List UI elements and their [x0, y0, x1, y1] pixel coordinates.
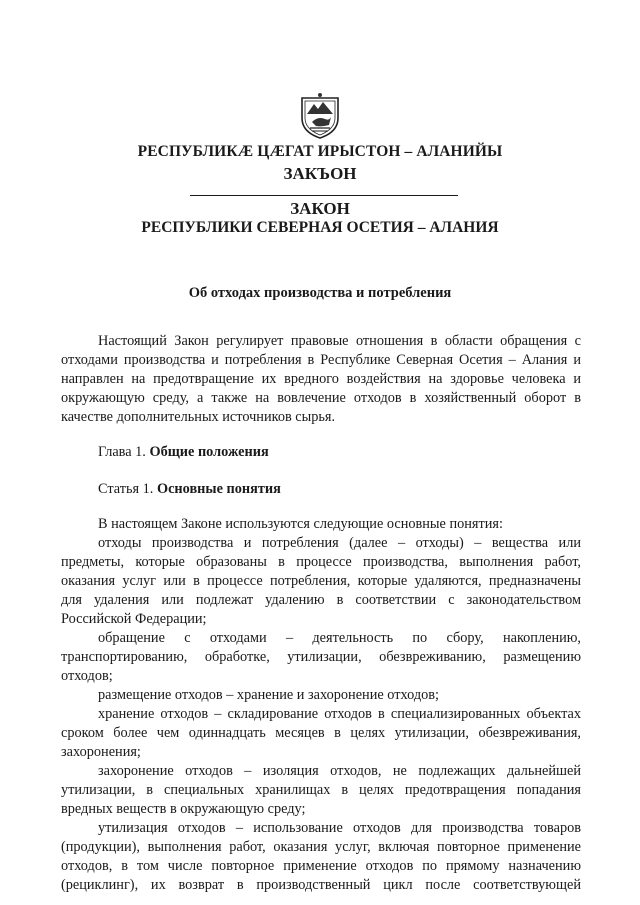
article-prefix: Статья 1.: [98, 481, 154, 497]
body-line: (продукции), выполнения работ, оказания услуг, включая повторное применение: [61, 839, 581, 855]
body-line: Российской Федерации;: [61, 611, 207, 627]
preamble-line: отходами производства и потребления в Республике Северная Осетия – Алания и: [61, 352, 581, 368]
preamble-line: качестве дополнительных источников сырья.: [61, 409, 336, 425]
article-heading: [98, 480, 281, 499]
header-divider: [190, 195, 458, 196]
preamble-line: окружающую среду, а также на вовлечение отходов в хозяйственный оборот в: [61, 390, 581, 406]
chapter-heading: [98, 443, 269, 462]
body-line: отходов;: [61, 668, 113, 684]
document-title: Об отходах производства и потребления: [188, 285, 452, 301]
body-line: обращение с отходами – деятельность по сбору, накоплению,: [98, 630, 581, 646]
body-line: отходы производства и потребления (далее – отходы) – вещества или: [98, 535, 581, 551]
body-line: захоронение отходов – изоляция отходов, не подлежащих дальнейшей: [98, 763, 581, 779]
body-line: сроком более чем одиннадцать месяцев в целях утилизации, обезвреживания,: [61, 725, 581, 741]
body-line: для удаления или подлежат удалению в соответствии с законодательством: [61, 592, 581, 608]
chapter-name: Общие положения: [149, 444, 269, 460]
chapter-prefix: Глава 1.: [98, 444, 146, 460]
body-line: предметы, которые образованы в процессе производства, выполнения работ,: [61, 554, 581, 570]
body-line: оказания услуг или в процессе потребления, которые удаляются, предназначены: [61, 573, 581, 589]
preamble-line: Настоящий Закон регулирует правовые отношения в области обращения с: [98, 333, 581, 349]
body-line: отходов, в том числе повторное применение отходов по прямому назначению: [61, 858, 581, 874]
body-line: (рециклинг), их возврат в производственный цикл после соответствующей: [61, 877, 581, 893]
body-line: транспортированию, обработке, утилизации, обезвреживанию, размещению: [61, 649, 581, 665]
republic-heading: РЕСПУБЛИКИ СЕВЕРНАЯ ОСЕТИЯ – АЛАНИЯ: [141, 219, 499, 236]
law-heading: ЗАКОН: [290, 199, 350, 218]
body-line: утилизация отходов – использование отходов для производства товаров: [98, 820, 581, 836]
ossetian-republic-heading: РЕСПУБЛИКÆ ЦÆГАТ ИРЫСТОН – АЛАНИЙЫ: [137, 143, 503, 160]
body-line: хранение отходов – складирование отходов в специализированных объектах: [98, 706, 581, 722]
body-line: размещение отходов – хранение и захоронение отходов;: [98, 687, 439, 703]
body-line: захоронения;: [61, 744, 141, 760]
body-line: утилизации, в специальных хранилищах в целях предотвращения попадания: [61, 782, 581, 798]
body-line: вредных веществ в окружающую среду;: [61, 801, 306, 817]
ossetian-law-heading: ЗАКЪОН: [283, 164, 357, 183]
coat-of-arms-icon: [298, 92, 342, 140]
article-name: Основные понятия: [156, 481, 281, 497]
body-line: В настоящем Законе используются следующие основные понятия:: [98, 516, 503, 532]
preamble-line: направлен на предотвращение их вредного воздействия на здоровье человека и: [61, 371, 581, 387]
